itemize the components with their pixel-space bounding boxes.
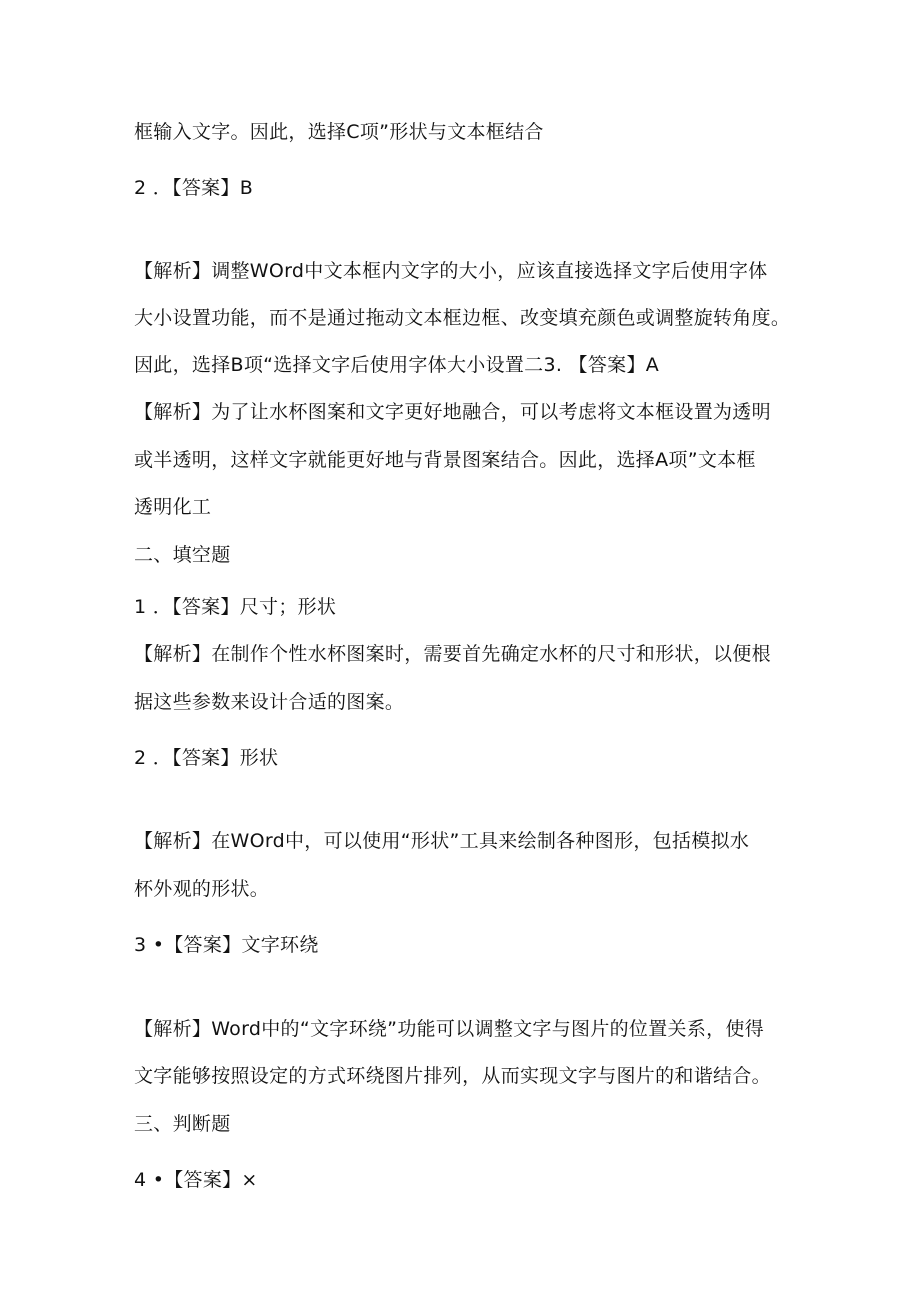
answer-line-fill-2: 2 ．【答案】形状 <box>134 747 279 769</box>
analysis-line-fill-2a: 【解析】在WOrd中，可以使用“形状”工具来绘制各种图形，包括模拟水 <box>134 830 750 852</box>
answer-line-tf-4: 4 •【答案】× <box>134 1169 258 1191</box>
analysis-line-fill-3b: 文字能够按照设定的方式环绕图片排列，从而实现文字与图片的和谐结合。 <box>134 1065 771 1087</box>
answer-line-2: 2 ．【答案】B <box>134 177 254 199</box>
section-heading-true-false: 三、判断题 <box>134 1113 231 1135</box>
analysis-line-3b: 或半透明，这样文字就能更好地与背景图案结合。因此，选择A项”文本框 <box>134 449 756 471</box>
analysis-line-fill-2b: 杯外观的形状。 <box>134 878 270 900</box>
analysis-line-3c: 透明化工 <box>134 496 212 518</box>
analysis-line-2c: 因此，选择B项“选择文字后使用字体大小设置二3. 【答案】A <box>134 354 660 376</box>
analysis-line-fill-3a: 【解析】Word中的“文字环绕”功能可以调整文字与图片的位置关系，使得 <box>134 1018 765 1040</box>
text-line-1: 框输入文字。因此，选择C项”形状与文本框结合 <box>134 121 544 143</box>
analysis-line-2b: 大小设置功能，而不是通过拖动文本框边框、改变填充颜色或调整旋转角度。 <box>134 307 791 329</box>
answer-line-fill-3: 3 •【答案】文字环绕 <box>134 934 319 956</box>
analysis-line-fill-1a: 【解析】在制作个性水杯图案时，需要首先确定水杯的尺寸和形状，以便根 <box>134 643 771 665</box>
answer-line-fill-1: 1 ．【答案】尺寸；形状 <box>134 596 337 618</box>
analysis-line-3a: 【解析】为了让水杯图案和文字更好地融合，可以考虑将文本框设置为透明 <box>134 401 771 423</box>
analysis-line-2a: 【解析】调整WOrd中文本框内文字的大小，应该直接选择文字后使用字体 <box>134 260 768 282</box>
section-heading-fill-in: 二、填空题 <box>134 544 231 566</box>
analysis-line-fill-1b: 据这些参数来设计合适的图案。 <box>134 691 405 713</box>
